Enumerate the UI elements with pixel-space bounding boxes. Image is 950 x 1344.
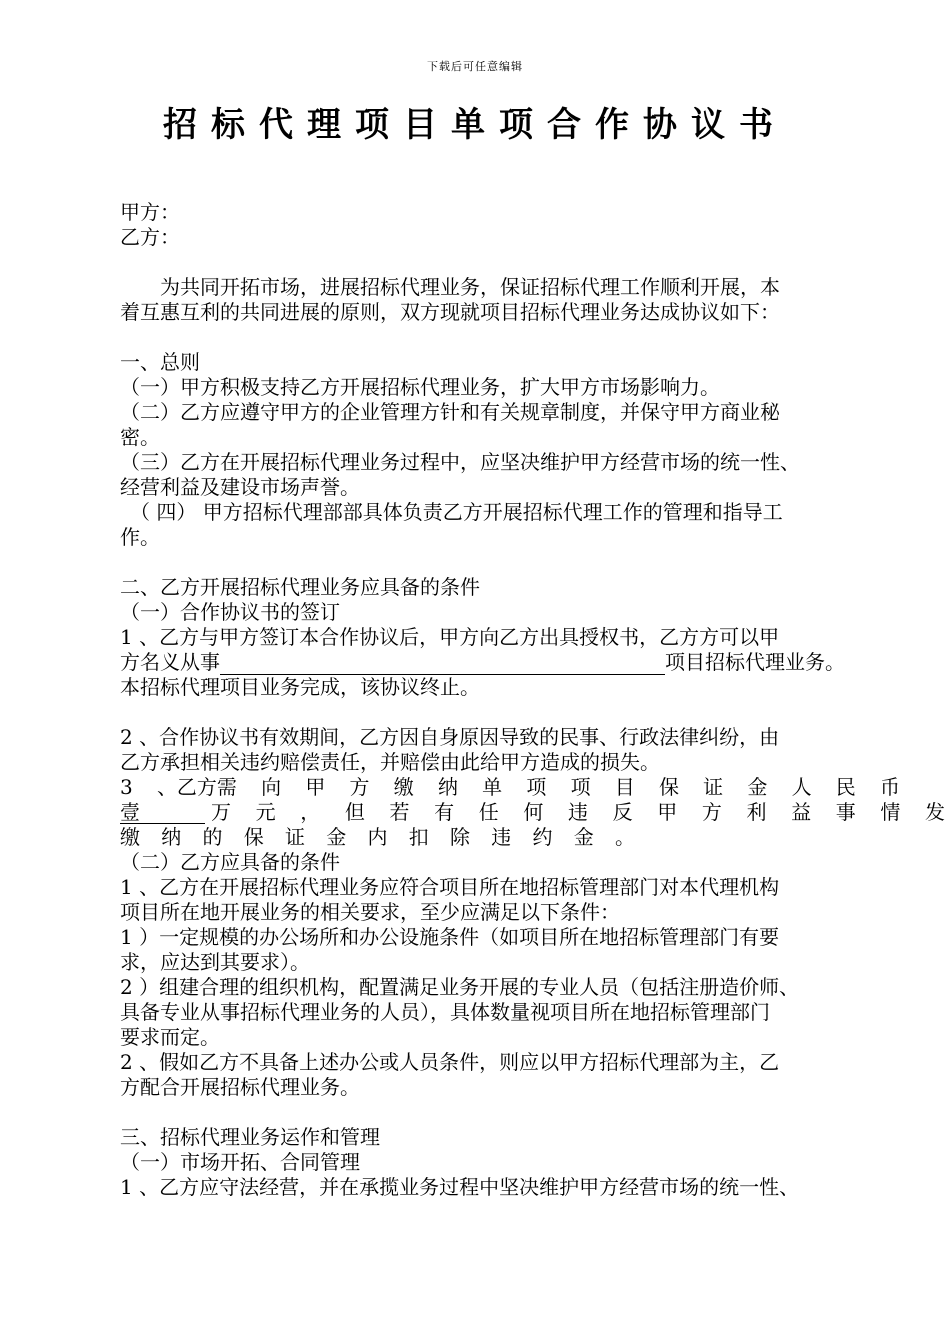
section-3-subheading: （一）市场开拓、合同管理 xyxy=(120,1150,360,1174)
section-2-subheading: （二）乙方应具备的条件 xyxy=(120,850,340,874)
section-1-line: 经营利益及建设市场声誉。 xyxy=(120,475,360,499)
deposit-amount: 壹 xyxy=(120,800,140,824)
clause-3-char: 金 xyxy=(747,775,768,799)
section-2-subheading: （一）合作协议书的签订 xyxy=(120,600,340,624)
conditions-line: 2 、假如乙方不具备上述办公或人员条件，则应以甲方招标代理部为主，乙 xyxy=(120,1050,780,1074)
clause-3-char: 违 xyxy=(568,800,588,824)
clause-3-char: 违 xyxy=(491,825,512,849)
conditions-line: 1 ）一定规模的办公场所和办公设施条件（如项目所在地招标管理部门有要 xyxy=(120,925,780,949)
section-1-line: （ 四） 甲方招标代理部部具体负责乙方开展招标代理工作的管理和指导工 xyxy=(120,500,783,524)
clause-3-char: 利 xyxy=(746,800,767,824)
clause-3-char: 元 xyxy=(255,800,276,824)
clause-3-char: 万 xyxy=(211,800,231,824)
clause-3-char: 益 xyxy=(791,800,812,824)
section-1-line: 作。 xyxy=(120,525,160,549)
clause-3-char: 若 xyxy=(389,800,410,824)
clause-3-char: 甲 xyxy=(657,800,678,824)
clause-3-char: 的 xyxy=(202,825,223,849)
clause-3-char: 内 xyxy=(367,825,388,849)
header-note: 下载后可任意编辑 xyxy=(427,60,523,73)
clause-3-char: 情 xyxy=(880,800,901,824)
clause-3-char: 事 xyxy=(835,800,856,824)
party-b-label: 乙方： xyxy=(120,225,180,249)
intro-line: 着互惠互利的共同进展的原则，双方现就项目招标代理业务达成协议如下： xyxy=(120,300,780,324)
project-name-blank xyxy=(220,652,665,675)
clause-3-char: 有 xyxy=(434,800,455,824)
deposit-amount-blank xyxy=(120,800,205,824)
conditions-line: 2 ）组建合理的组织机构，配置满足业务开展的专业人员（包括注册造价师、 xyxy=(120,975,800,999)
document-title: 招标代理项目单项合作协议书 xyxy=(163,105,787,145)
clause-3-char: 证 xyxy=(703,775,724,799)
section-3-heading: 三、招标代理业务运作和管理 xyxy=(120,1125,380,1149)
clause-3-char: 反 xyxy=(612,800,633,824)
clause-3-char: 人 xyxy=(791,775,812,799)
conditions-line: 项目所在地开展业务的相关要求，至少应满足以下条件： xyxy=(120,900,620,924)
section-1-line: （二）乙方应遵守甲方的企业管理方针和有关规章制度，并保守甲方商业秘 xyxy=(120,400,780,424)
intro-line: 为共同开拓市场，进展招标代理业务，保证招标代理工作顺利开展，本 xyxy=(120,275,780,299)
clause-3-char: 方 xyxy=(701,800,722,824)
section-1-line: 密。 xyxy=(120,425,160,449)
clause-1-line xyxy=(120,650,880,675)
clause-3-char: 向 xyxy=(261,775,282,799)
section-1-line: （三）乙方在开展招标代理业务过程中，应坚决维护甲方经营市场的统一性、 xyxy=(120,450,800,474)
section-3-line: 1 、乙方应守法经营，并在承揽业务过程中坚决维护甲方经营市场的统一性、 xyxy=(120,1175,800,1199)
clause-2-line: 乙方承担相关违约赔偿责任，并赔偿由此给甲方造成的损失。 xyxy=(120,750,660,774)
clause-3-char: 、乙方需 xyxy=(156,775,237,799)
clause-3-char: 缴 xyxy=(393,775,414,799)
clause-3-char: 扣 xyxy=(408,825,429,849)
clause-3-char: 方 xyxy=(349,775,370,799)
clause-3-char: 发 xyxy=(925,800,945,824)
clause-3-char: 目 xyxy=(614,775,635,799)
clause-2-line: 2 、合作协议书有效期间，乙方因自身原因导致的民事、行政法律纠纷，由 xyxy=(120,725,780,749)
clause-3-char: 甲 xyxy=(305,775,326,799)
clause-3-char: 纳 xyxy=(161,825,182,849)
clause-3-char: 保 xyxy=(658,775,679,799)
clause-3-char: 保 xyxy=(243,825,264,849)
clause-3-char: 项 xyxy=(526,775,547,799)
conditions-line: 要求而定。 xyxy=(120,1025,220,1049)
clause-3-char: 但 xyxy=(344,800,365,824)
clause-3-char: 民 xyxy=(835,775,856,799)
conditions-line: 求，应达到其要求）。 xyxy=(120,950,310,974)
clause-3-char: 任 xyxy=(478,800,499,824)
clause-3-char: 3 xyxy=(120,775,133,799)
clause-3-char: 项 xyxy=(570,775,591,799)
clause-3-char: 缴 xyxy=(120,825,140,849)
section-1-heading: 一、总则 xyxy=(120,350,200,374)
clause-3-char: 何 xyxy=(523,800,544,824)
party-a-label: 甲方： xyxy=(120,200,180,224)
clause-1-line: 本招标代理项目业务完成，该协议终止。 xyxy=(120,675,480,699)
clause-3-line xyxy=(120,775,900,800)
conditions-line: 方配合开展招标代理业务。 xyxy=(120,1075,360,1099)
clause-3-char: 约 xyxy=(532,825,553,849)
clause-3-char: 单 xyxy=(482,775,503,799)
clause-3-line xyxy=(120,825,635,850)
clause-3-char: 。 xyxy=(615,825,635,849)
clause-3-char: 金 xyxy=(573,825,594,849)
clause-3-line xyxy=(120,800,945,825)
clause-3-char: 金 xyxy=(326,825,347,849)
clause-1-line: 1 、乙方与甲方签订本合作协议后，甲方向乙方出具授权书，乙方方可以甲 xyxy=(120,625,780,649)
clause-3-char: ， xyxy=(300,800,321,824)
section-2-heading: 二、乙方开展招标代理业务应具备的条件 xyxy=(120,575,480,599)
clause-3-char: 币 xyxy=(879,775,900,799)
conditions-line: 具备专业从事招标代理业务的人员），具体数量视项目所在地招标管理部门 xyxy=(120,1000,770,1024)
clause-3-spread xyxy=(205,800,945,825)
section-1-line: （一）甲方积极支持乙方开展招标代理业务，扩大甲方市场影响力。 xyxy=(120,375,720,399)
clause-3-char: 证 xyxy=(285,825,305,849)
clause-3-char: 除 xyxy=(450,825,470,849)
clause-3-char: 纳 xyxy=(437,775,458,799)
clause-1-text: 项目招标代理业务。 xyxy=(665,650,845,674)
conditions-line: 1 、乙方在开展招标代理业务应符合项目所在地招标管理部门对本代理机构 xyxy=(120,875,780,899)
clause-1-text: 方名义从事 xyxy=(120,650,220,674)
document-body xyxy=(120,200,945,1200)
